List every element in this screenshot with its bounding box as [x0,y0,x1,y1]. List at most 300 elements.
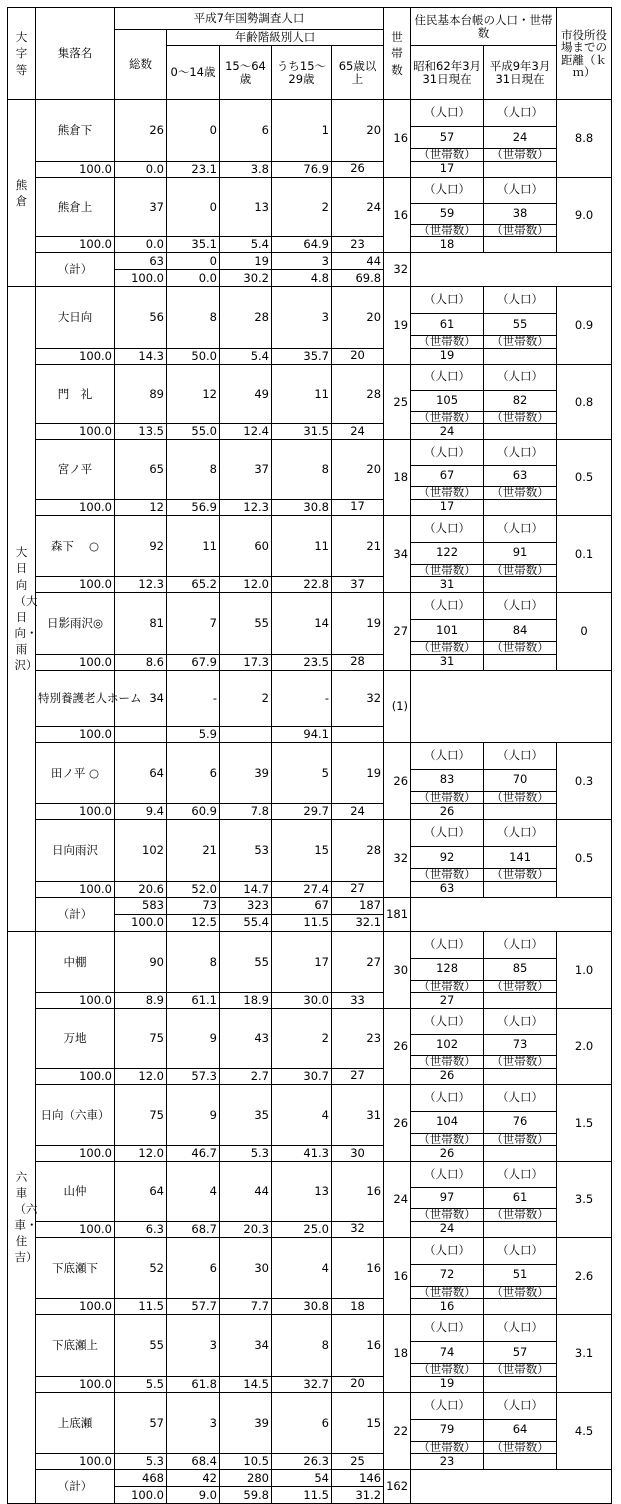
count-cell: 39 [220,1392,272,1454]
households-cell: (1) [384,670,411,742]
count-cell: 75 [115,1009,167,1069]
count-cell: 26 [115,100,167,162]
reg-pop-s62: 128 [411,958,484,980]
pct-cell: 10.5 [220,1454,272,1470]
count-cell: 14 [272,593,332,655]
reg-hh-h9: 23 [411,1454,484,1470]
count-cell: 13 [220,177,272,237]
reg-hh-label: （世帯数） [484,1056,557,1069]
households-cell: 16 [384,100,411,178]
pct-cell: 29.7 [272,804,332,820]
reg-hh-h9: 16 [411,1299,484,1315]
region-name [8,931,36,1504]
count-cell: 21 [332,515,384,577]
reg-hh-s62: 26 [332,161,384,177]
pct-cell: 20.6 [115,881,167,897]
reg-hh-s62: 33 [332,993,384,1009]
table-row [8,1392,612,1419]
settlement-name: 下底瀬上 [36,1315,115,1377]
count-cell: 24 [332,177,384,237]
reg-pop-label: （人口） [484,1009,557,1035]
count-cell: 11 [272,364,332,424]
count-cell: 3 [167,1392,220,1454]
count-cell: 27 [332,931,384,993]
header-region: 大字等 [8,8,36,100]
reg-hh-s62: 25 [332,1454,384,1470]
count-cell: 55 [220,931,272,993]
count-cell: 17 [272,931,332,993]
count-cell: 9 [167,1084,220,1146]
reg-hh-h9: 27 [411,993,484,1009]
pct-cell: 61.1 [167,993,220,1009]
subtotal-households: 162 [384,1470,411,1504]
count-cell: 28 [332,364,384,424]
count-cell: 15 [272,820,332,882]
reg-pop-label: （人口） [411,820,484,847]
pct-cell: 12.0 [115,1146,167,1162]
subtotal-pct: 11.5 [272,914,332,931]
header-distance: 市役所役場までの距離（ｋｍ） [557,8,612,100]
pct-cell: 5.4 [220,348,272,364]
reg-pop-s62: 104 [411,1111,484,1133]
table-row [8,515,612,542]
count-cell: 89 [115,364,167,424]
reg-hh-label: （世帯数） [411,564,484,577]
reg-hh-h9: 31 [411,577,484,593]
reg-pop-label: （人口） [484,931,557,958]
subtotal-count: 54 [272,1470,332,1487]
reg-hh-label: （世帯数） [484,1209,557,1222]
reg-hh-s62: 27 [332,1068,384,1084]
reg-hh-h9: 17 [411,161,484,177]
table-row [8,177,612,203]
distance-cell: 2.6 [557,1237,612,1315]
reg-hh-h9: 26 [411,804,484,820]
reg-pop-label: （人口） [411,177,484,203]
subtotal-count: 63 [115,253,167,270]
reg-hh-label: （世帯数） [484,1441,557,1454]
pct-cell: 100.0 [36,237,115,253]
pct-cell: 12.3 [220,499,272,515]
subtotal-pct: 59.8 [220,1487,272,1504]
reg-hh-h9: 19 [411,1376,484,1392]
reg-pop-h9: 55 [484,314,557,336]
subtotal-count: 187 [332,897,384,914]
pct-cell: 22.8 [272,577,332,593]
pct-cell: 100.0 [36,424,115,440]
header-total: 総数 [115,30,167,100]
region-name [8,100,36,287]
count-cell: 37 [220,440,272,500]
table-row [8,670,612,697]
count-cell: 90 [115,931,167,993]
reg-pop-label: （人口） [411,931,484,958]
reg-hh-label: （世帯数） [484,149,557,162]
pct-cell: 8.9 [115,993,167,1009]
pct-cell: 2.7 [220,1068,272,1084]
subtotal-pct: 11.5 [272,1487,332,1504]
pct-cell [115,726,167,742]
reg-pop-h9: 61 [484,1188,557,1209]
reg-hh-s62: 23 [332,237,384,253]
count-cell: - [272,670,332,726]
table-row [8,440,612,466]
households-cell: 22 [384,1392,411,1470]
count-cell: 0 [167,100,220,162]
count-cell: 28 [332,820,384,882]
pct-cell: 7.8 [220,804,272,820]
pct-cell: 31.5 [272,424,332,440]
count-cell: 55 [220,593,272,655]
count-cell: 3 [167,1315,220,1377]
distance-cell: 0 [557,593,612,671]
reg-pop-label: （人口） [484,515,557,542]
reg-pop-h9: 91 [484,542,557,564]
table-row [8,161,612,177]
reg-hh-h9: 31 [411,654,484,670]
pct-cell: 35.1 [167,237,220,253]
subtotal-count: 146 [332,1470,384,1487]
reg-pop-s62: 59 [411,203,484,224]
table-row [8,1068,612,1084]
reg-pop-h9: 57 [484,1342,557,1364]
reg-hh-h9: 26 [411,1146,484,1162]
pct-cell: 100.0 [36,804,115,820]
pct-cell: 64.9 [272,237,332,253]
reg-hh-s62: 18 [332,1299,384,1315]
reg-hh-label: （世帯数） [484,336,557,349]
pct-cell: 100.0 [36,993,115,1009]
count-cell: 39 [220,742,272,804]
pct-cell: 5.4 [220,237,272,253]
distance-cell: 1.5 [557,1084,612,1162]
reg-hh-label: （世帯数） [484,791,557,804]
count-cell: 9 [167,1009,220,1069]
reg-pop-label: （人口） [484,177,557,203]
header-census: 平成7年国勢調査人口 [115,8,384,30]
reg-pop-label: （人口） [484,364,557,390]
pct-cell: 30.8 [272,1299,332,1315]
reg-pop-h9: 73 [484,1035,557,1056]
pct-cell: 0.0 [115,161,167,177]
pct-cell: 32.7 [272,1376,332,1392]
reg-pop-h9: 64 [484,1419,557,1441]
settlement-name: 日影雨沢◎ [36,593,115,655]
table-row [8,1315,612,1342]
reg-pop-label: （人口） [411,1392,484,1419]
count-cell: 4 [272,1237,332,1299]
count-cell: 21 [167,820,220,882]
pct-cell: 5.5 [115,1376,167,1392]
subtotal-label: （計） [36,1470,115,1504]
reg-hh-s62: 30 [332,1146,384,1162]
count-cell: 12 [167,364,220,424]
pct-cell: 57.7 [167,1299,220,1315]
pct-cell: 26.3 [272,1454,332,1470]
subtotal-pct: 31.2 [332,1487,384,1504]
pct-cell: 12.3 [115,577,167,593]
pct-cell: 100.0 [36,161,115,177]
reg-pop-h9: 84 [484,620,557,642]
reg-pop-label: （人口） [411,1162,484,1188]
pct-cell: 5.3 [220,1146,272,1162]
table-row [8,1237,612,1264]
pct-cell [220,726,272,742]
count-cell: 55 [115,1315,167,1377]
reg-pop-h9: 51 [484,1264,557,1286]
count-cell: 0 [167,177,220,237]
subtotal-pct: 12.5 [167,914,220,931]
region-label: 大日向（大日向・雨沢） [14,545,38,673]
reg-hh-h9: 17 [411,499,484,515]
table-row [8,1084,612,1111]
count-cell: 30 [220,1237,272,1299]
pct-cell: 57.3 [167,1068,220,1084]
reg-pop-s62: 105 [411,390,484,411]
reg-pop-label: （人口） [484,440,557,466]
reg-hh-label: （世帯数） [411,224,484,237]
table-row [8,654,612,670]
reg-hh-label: （世帯数） [411,869,484,882]
reg-pop-h9: 24 [484,127,557,149]
table-row [8,1376,612,1392]
reg-pop-label: （人口） [484,1237,557,1264]
settlement-name: 大日向 [36,287,115,349]
count-cell: 6 [167,742,220,804]
count-cell: 52 [115,1237,167,1299]
table-row [8,931,612,958]
distance-cell: 2.0 [557,1009,612,1085]
subtotal-count: 280 [220,1470,272,1487]
subtotal-count: 19 [220,253,272,270]
pct-cell: 100.0 [36,1376,115,1392]
households-cell: 26 [384,1084,411,1162]
reg-hh-s62: 37 [332,577,384,593]
distance-cell: 8.8 [557,100,612,178]
reg-hh-s62: 17 [332,499,384,515]
reg-pop-label: （人口） [484,1315,557,1342]
header-registry: 住民基本台帳の人口・世帯数 [411,8,557,46]
reg-empty [411,670,612,742]
reg-pop-label: （人口） [411,742,484,769]
reg-hh-s62: 24 [332,424,384,440]
reg-hh-label: （世帯数） [411,980,484,993]
pct-cell: 23.5 [272,654,332,670]
pct-cell: 100.0 [36,1146,115,1162]
reg-hh-label: （世帯数） [411,336,484,349]
pct-cell: 12 [115,499,167,515]
subtotal-pct: 55.4 [220,914,272,931]
households-cell: 25 [384,364,411,440]
table-row [8,424,612,440]
settlement-name: 熊倉上 [36,177,115,237]
pct-cell: 100.0 [36,726,115,742]
settlement-name: 日向雨沢 [36,820,115,882]
subtotal-label: （計） [36,253,115,287]
reg-pop-s62: 74 [411,1342,484,1364]
count-cell: 44 [220,1162,272,1222]
region-name [8,287,36,932]
subtotal-count: 44 [332,253,384,270]
subtotal-households: 32 [384,253,411,287]
households-cell: 16 [384,177,411,253]
reg-hh-s62: 20 [332,348,384,364]
reg-pop-label: （人口） [484,1162,557,1188]
reg-hh-h9: 18 [411,237,484,253]
subtotal-empty [411,1470,612,1504]
reg-pop-label: （人口） [411,287,484,314]
table-row [8,742,612,769]
subtotal-count: 42 [167,1470,220,1487]
pct-cell: 94.1 [272,726,332,742]
count-cell: 5 [272,742,332,804]
reg-pop-h9: 85 [484,958,557,980]
reg-hh-label: （世帯数） [484,642,557,655]
subtotal-row [8,1470,612,1487]
count-cell: 4 [167,1162,220,1222]
subtotal-pct: 4.8 [272,270,332,287]
distance-cell: 3.1 [557,1315,612,1393]
reg-pop-s62: 72 [411,1264,484,1286]
reg-hh-label: （世帯数） [411,1286,484,1299]
reg-pop-s62: 79 [411,1419,484,1441]
subtotal-pct: 32.1 [332,914,384,931]
region-label: 熊倉 [15,177,28,208]
distance-cell: 3.5 [557,1162,612,1238]
settlement-name: 山仲 [36,1162,115,1222]
table-row [8,881,612,897]
reg-pop-s62: 83 [411,769,484,791]
count-cell: 57 [115,1392,167,1454]
count-cell: 43 [220,1009,272,1069]
subtotal-count: 468 [115,1470,167,1487]
reg-hh-h9: 26 [411,1068,484,1084]
pct-cell: 61.8 [167,1376,220,1392]
settlement-name: 森下 ○ [36,515,115,577]
reg-hh-label: （世帯数） [411,1441,484,1454]
table-row [8,100,612,127]
count-cell: 16 [332,1237,384,1299]
households-cell: 26 [384,742,411,820]
count-cell: 4 [272,1084,332,1146]
subtotal-label: （計） [36,897,115,931]
subtotal-empty [411,253,612,287]
settlement-name: 下底瀬下 [36,1237,115,1299]
pct-cell: 76.9 [272,161,332,177]
subtotal-households: 181 [384,897,411,931]
pct-cell: 52.0 [167,881,220,897]
count-cell: 37 [115,177,167,237]
count-cell: 23 [332,1009,384,1069]
count-cell: 35 [220,1084,272,1146]
table-body [8,100,612,1504]
count-cell: 2 [272,177,332,237]
reg-hh-label: （世帯数） [484,980,557,993]
reg-pop-h9: 63 [484,466,557,487]
reg-pop-label: （人口） [484,1392,557,1419]
settlement-name: 熊倉下 [36,100,115,162]
reg-hh-label: （世帯数） [484,1286,557,1299]
pct-cell: 13.5 [115,424,167,440]
reg-hh-label: （世帯数） [411,487,484,500]
pct-cell: 56.9 [167,499,220,515]
count-cell: 8 [167,440,220,500]
reg-pop-s62: 92 [411,847,484,869]
pct-cell: 30.8 [272,499,332,515]
pct-cell: 14.5 [220,1376,272,1392]
reg-pop-label: （人口） [484,287,557,314]
reg-pop-label: （人口） [411,1084,484,1111]
reg-pop-label: （人口） [411,515,484,542]
pct-cell: 35.7 [272,348,332,364]
pct-cell: 100.0 [36,1221,115,1237]
table-row [8,577,612,593]
count-cell: 2 [220,670,272,726]
reg-hh-h9: 63 [411,881,484,897]
pct-cell: 60.9 [167,804,220,820]
count-cell: 11 [167,515,220,577]
households-cell: 26 [384,1009,411,1085]
reg-pop-s62: 101 [411,620,484,642]
header-settlement: 集落名 [36,8,115,100]
table-row [8,287,612,314]
pct-cell: 6.3 [115,1221,167,1237]
pct-cell: 0.0 [115,237,167,253]
count-cell: 19 [332,593,384,655]
count-cell: - [167,670,220,726]
subtotal-pct: 9.0 [167,1487,220,1504]
subtotal-count: 583 [115,897,167,914]
reg-hh-label: （世帯数） [484,869,557,882]
reg-pop-h9: 82 [484,390,557,411]
region-label: 六車（六車・住吉） [14,1169,38,1265]
header-age-15-29: うち15～29歳 [272,46,332,100]
count-cell: 28 [220,287,272,349]
distance-cell: 4.5 [557,1392,612,1470]
settlement-name: 上底瀬 [36,1392,115,1454]
pct-cell: 25.0 [272,1221,332,1237]
reg-pop-label: （人口） [484,593,557,620]
pct-cell: 8.6 [115,654,167,670]
table-row [8,804,612,820]
count-cell: 81 [115,593,167,655]
reg-hh-h9: 24 [411,1221,484,1237]
table-row [8,364,612,390]
subtotal-pct: 30.2 [220,270,272,287]
reg-hh-s62: 27 [332,881,384,897]
pct-cell: 12.0 [220,577,272,593]
reg-pop-h9: 76 [484,1111,557,1133]
table-row [8,593,612,620]
settlement-name: 中棚 [36,931,115,993]
count-cell: 49 [220,364,272,424]
settlement-name: 日向（六車） [36,1084,115,1146]
subtotal-pct: 100.0 [115,270,167,287]
reg-pop-s62: 102 [411,1035,484,1056]
pct-cell: 41.3 [272,1146,332,1162]
table-row [8,499,612,515]
pct-cell: 65.2 [167,577,220,593]
reg-hh-s62: 28 [332,654,384,670]
subtotal-count: 67 [272,897,332,914]
reg-hh-s62: 20 [332,1376,384,1392]
distance-cell: 0.1 [557,515,612,593]
subtotal-pct: 0.0 [167,270,220,287]
pct-cell: 100.0 [36,654,115,670]
reg-hh-label: （世帯数） [484,1133,557,1146]
pct-cell: 68.4 [167,1454,220,1470]
count-cell: 1 [272,100,332,162]
